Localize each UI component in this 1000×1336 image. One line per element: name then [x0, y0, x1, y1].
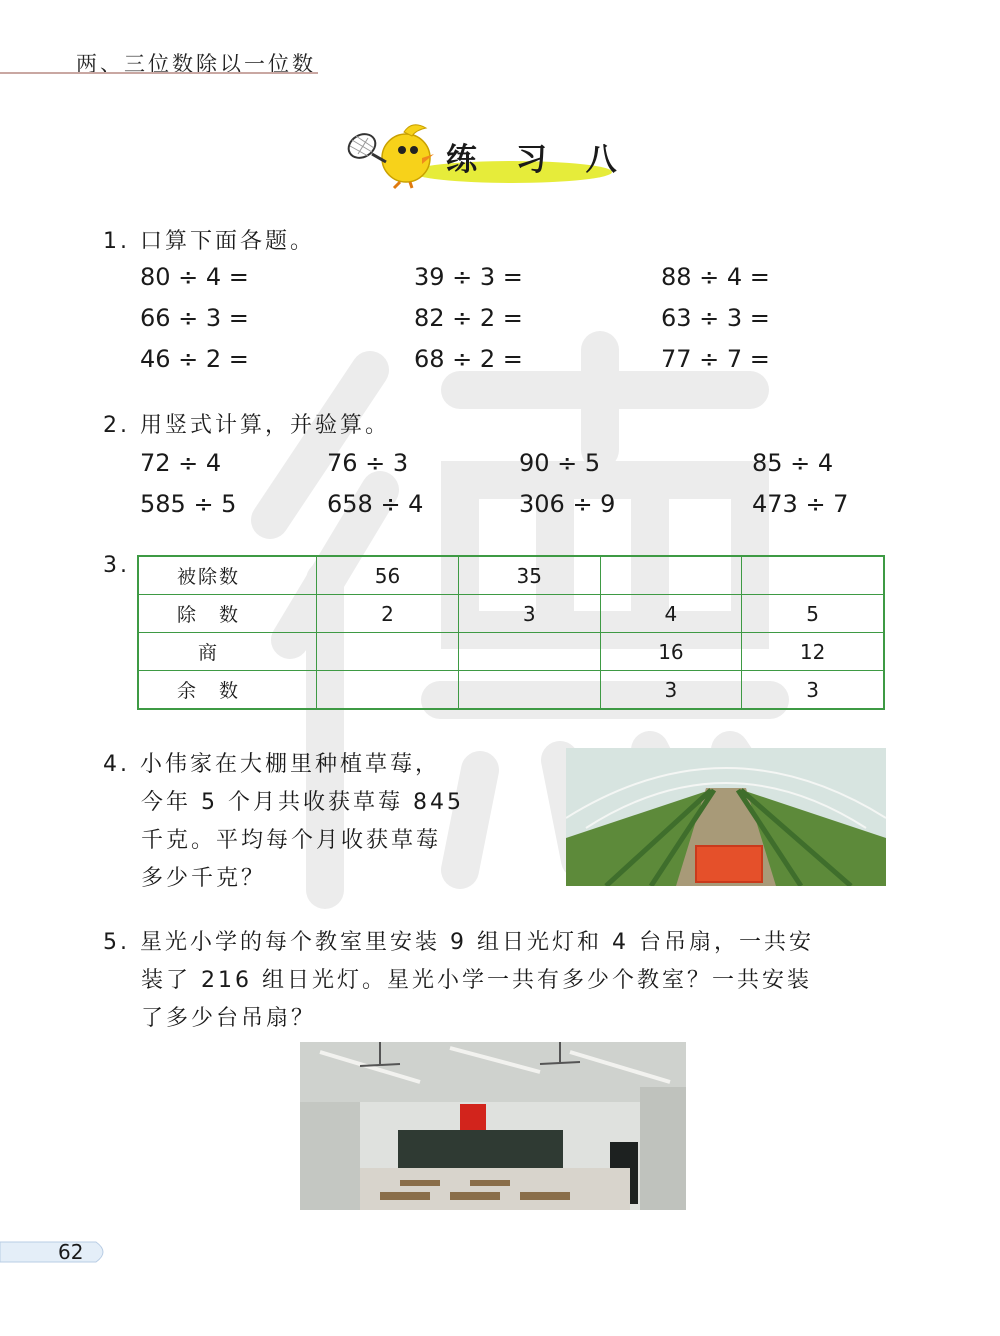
- table-row: [138, 556, 884, 595]
- q5-line: 装了 216 组日光灯。星光小学一共有多少个教室？一共安装: [141, 968, 812, 993]
- table-cell: 56: [317, 556, 459, 595]
- classroom-photo: [300, 1042, 686, 1210]
- q2-item: 658 ÷ 4: [327, 490, 424, 518]
- exercise-title: 练 习 八: [446, 142, 631, 178]
- table-cell: [458, 671, 600, 710]
- q1-prompt: 1. 口算下面各题。: [103, 229, 315, 254]
- row-label: 被除数: [138, 556, 317, 595]
- q1-item: 80 ÷ 4 =: [140, 263, 249, 291]
- q5-line: 了多少台吊扇？: [141, 1006, 317, 1031]
- table-cell: 4: [600, 595, 742, 633]
- q2-item: 306 ÷ 9: [519, 490, 616, 518]
- q2-item: 585 ÷ 5: [140, 490, 237, 518]
- q1-item: 39 ÷ 3 =: [414, 263, 523, 291]
- greenhouse-photo: [566, 748, 886, 886]
- q4-line: 今年 5 个月共收获草莓 845: [141, 790, 464, 815]
- q2-item: 85 ÷ 4: [752, 449, 834, 477]
- table-cell: 5: [742, 595, 884, 633]
- table-cell: 3: [458, 595, 600, 633]
- q1-item: 77 ÷ 7 =: [661, 345, 770, 373]
- table-row: [138, 633, 884, 671]
- table-cell: [742, 556, 884, 595]
- q4-line: 多少千克？: [141, 866, 267, 891]
- q1-item: 63 ÷ 3 =: [661, 304, 770, 332]
- q2-item: 72 ÷ 4: [140, 449, 222, 477]
- table-cell: 16: [600, 633, 742, 671]
- chick-mascot-icon: [344, 125, 434, 188]
- row-label: 除 数: [138, 595, 317, 633]
- table-cell: [317, 671, 459, 710]
- table-row: [138, 595, 884, 633]
- q5-line: 5. 星光小学的每个教室里安装 9 组日光灯和 4 台吊扇，一共安: [103, 930, 814, 955]
- table-row: [138, 671, 884, 710]
- q2-item: 76 ÷ 3: [327, 449, 409, 477]
- q1-item: 68 ÷ 2 =: [414, 345, 523, 373]
- table-cell: 12: [742, 633, 884, 671]
- q1-item: 46 ÷ 2 =: [140, 345, 249, 373]
- row-label: 商: [138, 633, 317, 671]
- table-cell: 3: [742, 671, 884, 710]
- header-rule: [0, 72, 318, 74]
- q1-item: 88 ÷ 4 =: [661, 263, 770, 291]
- division-table: [137, 555, 885, 710]
- q3-number: 3.: [103, 553, 130, 578]
- q2-prompt: 2. 用竖式计算，并验算。: [103, 413, 390, 438]
- table-cell: 35: [458, 556, 600, 595]
- table-cell: [317, 633, 459, 671]
- q2-item: 90 ÷ 5: [519, 449, 601, 477]
- table-cell: [458, 633, 600, 671]
- q4-line: 4. 小伟家在大棚里种植草莓，: [103, 752, 440, 777]
- table-cell: [600, 556, 742, 595]
- table-cell: 2: [317, 595, 459, 633]
- q2-item: 473 ÷ 7: [752, 490, 849, 518]
- q1-item: 66 ÷ 3 =: [140, 304, 249, 332]
- table-cell: 3: [600, 671, 742, 710]
- chapter-header: 两、三位数除以一位数: [76, 52, 316, 76]
- row-label: 余 数: [138, 671, 317, 710]
- page-number: 62: [58, 1240, 84, 1264]
- q4-line: 千克。平均每个月收获草莓: [141, 828, 442, 853]
- q1-item: 82 ÷ 2 =: [414, 304, 523, 332]
- page-number-tab: [0, 1240, 110, 1264]
